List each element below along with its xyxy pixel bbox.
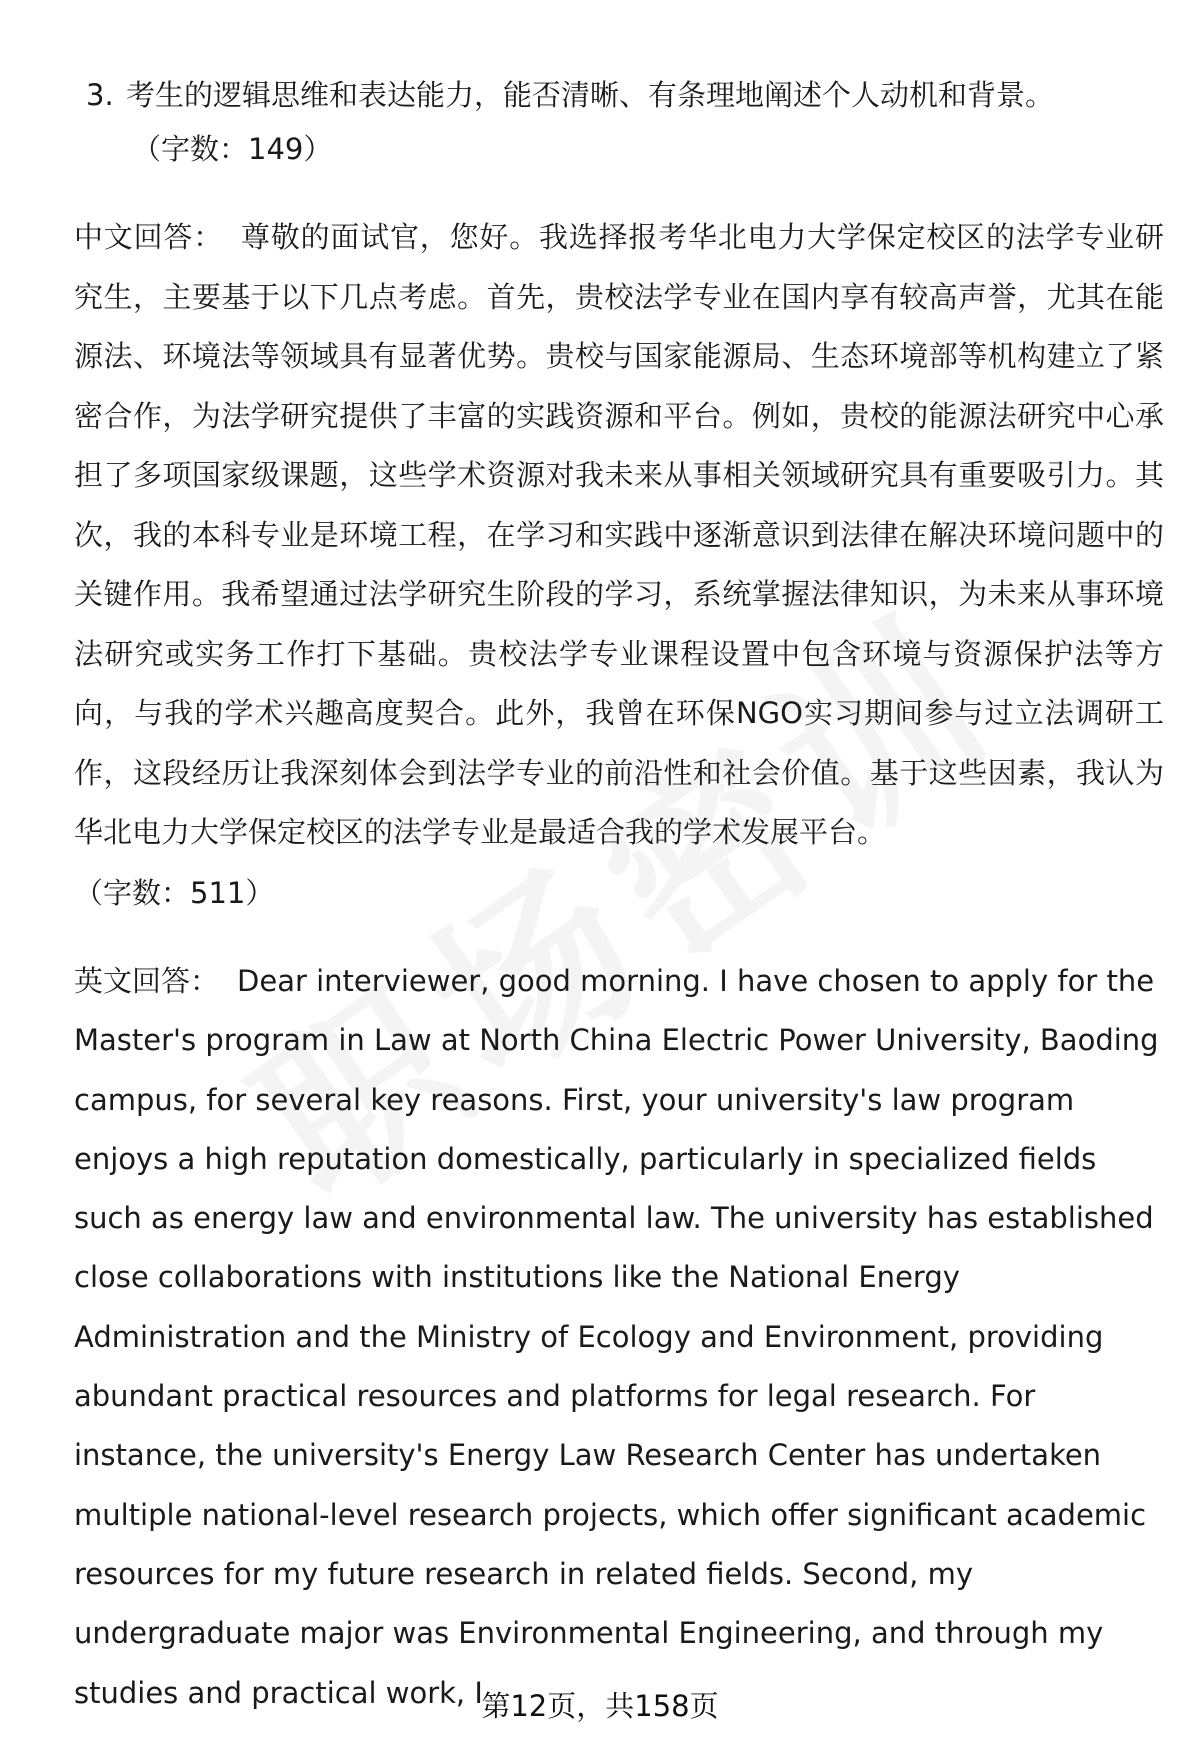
chinese-answer [74,208,1164,863]
chinese-answer-label: 中文回答： [74,220,223,254]
english-answer-text: Dear interviewer, good morning. I have chosen to apply for the Master's program in Law at North China Electric Power University, Baoding campus, for several key reasons. First, your university's law program enjoys a high reputation domestically, particularly in specialized fields such as energy law and environmental law. The university has established close collaborations with institutions like the National Energy Administration and the Ministry of Ecology and Environment, providing abundant practical resources and platforms for legal research. For instance, the university's Energy Law Research Center has undertaken multiple national-level research projects, which offer significant academic resources for my future research in related fields. Second, my undergraduate major was Environmental Engineering, and through my studies and practical work, I [74,964,1159,1710]
question-number: 3. [86,78,114,112]
question-word-count: （字数：149） [132,132,333,166]
question-text: 考生的逻辑思维和表达能力，能否清晰、有条理地阐述个人动机和背景。 [126,78,1055,112]
page-indicator: 第12页，共158页 [481,1689,719,1723]
chinese-answer-text: 尊敬的面试官，您好。我选择报考华北电力大学保定校区的法学专业研究生，主要基于以下几点考虑。首先，贵校法学专业在国内享有较高声誉，尤其在能源法、环境法等领域具有显著优势。贵校与国家能源局、生态环境部等机构建立了紧密合作，为法学研究提供了丰富的实践资源和平台。例如，贵校的能源法研究中心承担了多项国家级课题，这些学术资源对我未来从事相关领域研究具有重要吸引力。其次，我的本科专业是环境工程，在学习和实践中逐渐意识到法律在解决环境问题中的关键作用。我希望通过法学研究生阶段的学习，系统掌握法律知识，为未来从事环境法研究或实务工作打下基础。贵校法学专业课程设置中包含环境与资源保护法等方向，与我的学术兴趣高度契合。此外，我曾在环保NGO实习期间参与过立法调研工作，这段经历让我深刻体会到法学专业的前沿性和社会价值。基于这些因素，我认为华北电力大学保定校区的法学专业是最适合我的学术发展平台。 [74,220,1164,849]
english-answer [74,952,1164,1723]
question-item [86,66,1146,124]
chinese-answer-word-count: （字数：511） [74,876,275,910]
english-answer-label: 英文回答： [74,964,220,998]
